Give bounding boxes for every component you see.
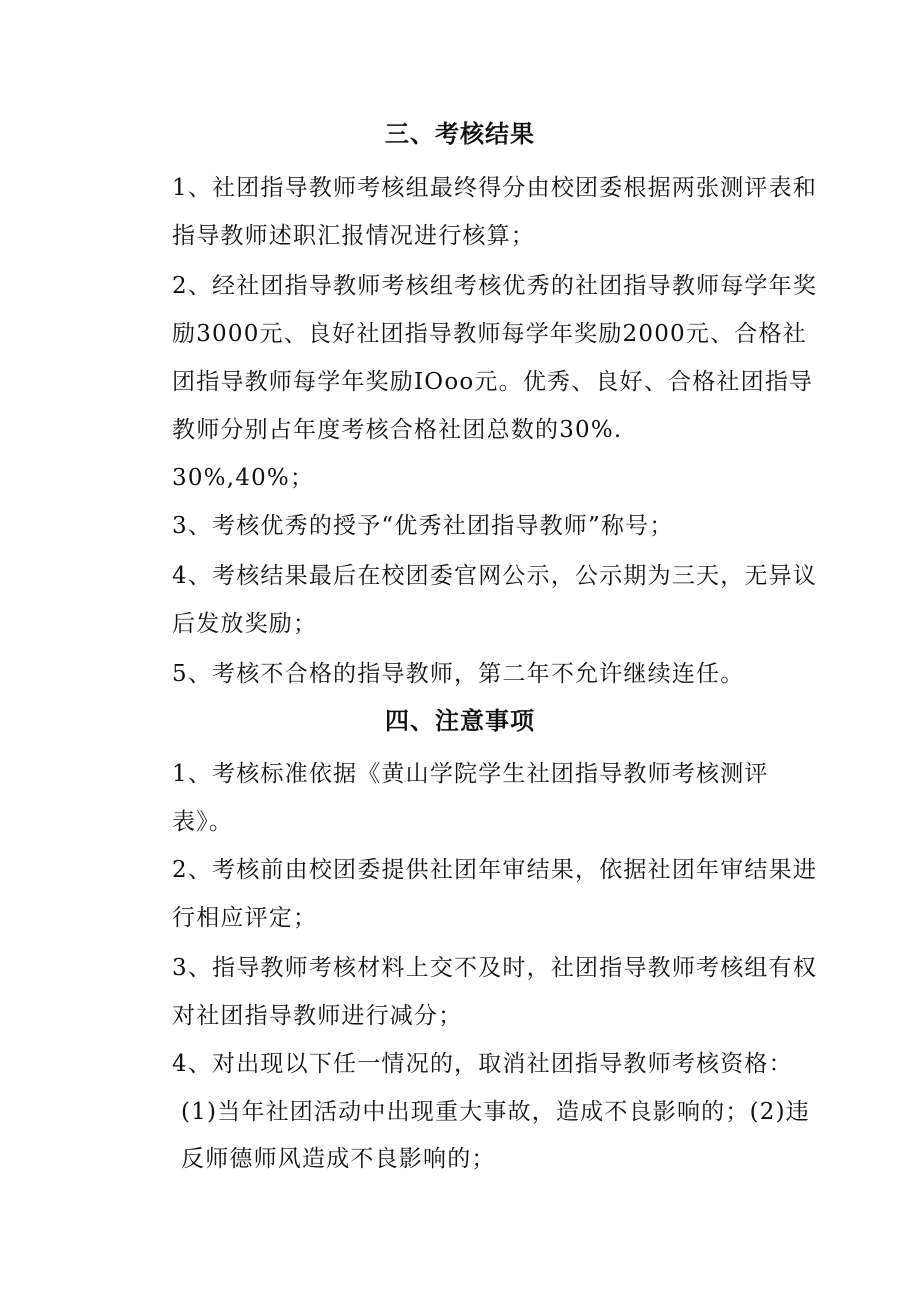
section-3-line: 1、社团指导教师考核组最终得分由校团委根据两张测评表和 <box>172 175 818 201</box>
section-3-line: 4、考核结果最后在校团委官网公示，公示期为三天，无异议 <box>172 563 818 589</box>
section-3-line: 教师分别占年度考核合格社团总数的30%. <box>172 417 623 443</box>
section-4-line: 3、指导教师考核材料上交不及时，社团指导教师考核组有权 <box>172 955 818 981</box>
section-3-line: 30%,40%； <box>172 465 315 491</box>
section-4-line: 1、考核标准依据《黄山学院学生社团指导教师考核测评 <box>172 761 769 787</box>
section-4-line: 反师德师风造成不良影响的； <box>181 1146 496 1172</box>
section-4-line: 对社团指导教师进行减分； <box>172 1003 463 1029</box>
section-4-line: (1)当年社团活动中出现重大事故，造成不良影响的；(2)违 <box>181 1099 810 1125</box>
section-3-line: 指导教师述职汇报情况进行核算； <box>172 223 535 249</box>
section-3-line: 励3000元、良好社团指导教师每学年奖励2000元、合格社 <box>172 321 807 347</box>
section-4-heading: 四、注意事项 <box>385 707 535 735</box>
section-3-line: 2、经社团指导教师考核组考核优秀的社团指导教师每学年奖 <box>172 273 818 299</box>
section-4-line: 2、考核前由校团委提供社团年审结果，依据社团年审结果进 <box>172 857 818 883</box>
section-3-line: 3、考核优秀的授予“优秀社团指导教师”称号； <box>172 513 674 539</box>
section-4-line: 表》。 <box>172 809 234 835</box>
section-3-line: 5、考核不合格的指导教师，第二年不允许继续连任。 <box>172 661 745 687</box>
section-4-line: 行相应评定； <box>172 905 318 931</box>
section-3-line: 后发放奖励； <box>172 611 318 637</box>
section-3-heading: 三、考核结果 <box>385 120 535 148</box>
section-4-line: 4、对出现以下任一情况的，取消社团指导教师考核资格： <box>172 1051 793 1077</box>
section-3-line: 团指导教师每学年奖励IOoo元。优秀、良好、合格社团指导 <box>172 369 814 395</box>
